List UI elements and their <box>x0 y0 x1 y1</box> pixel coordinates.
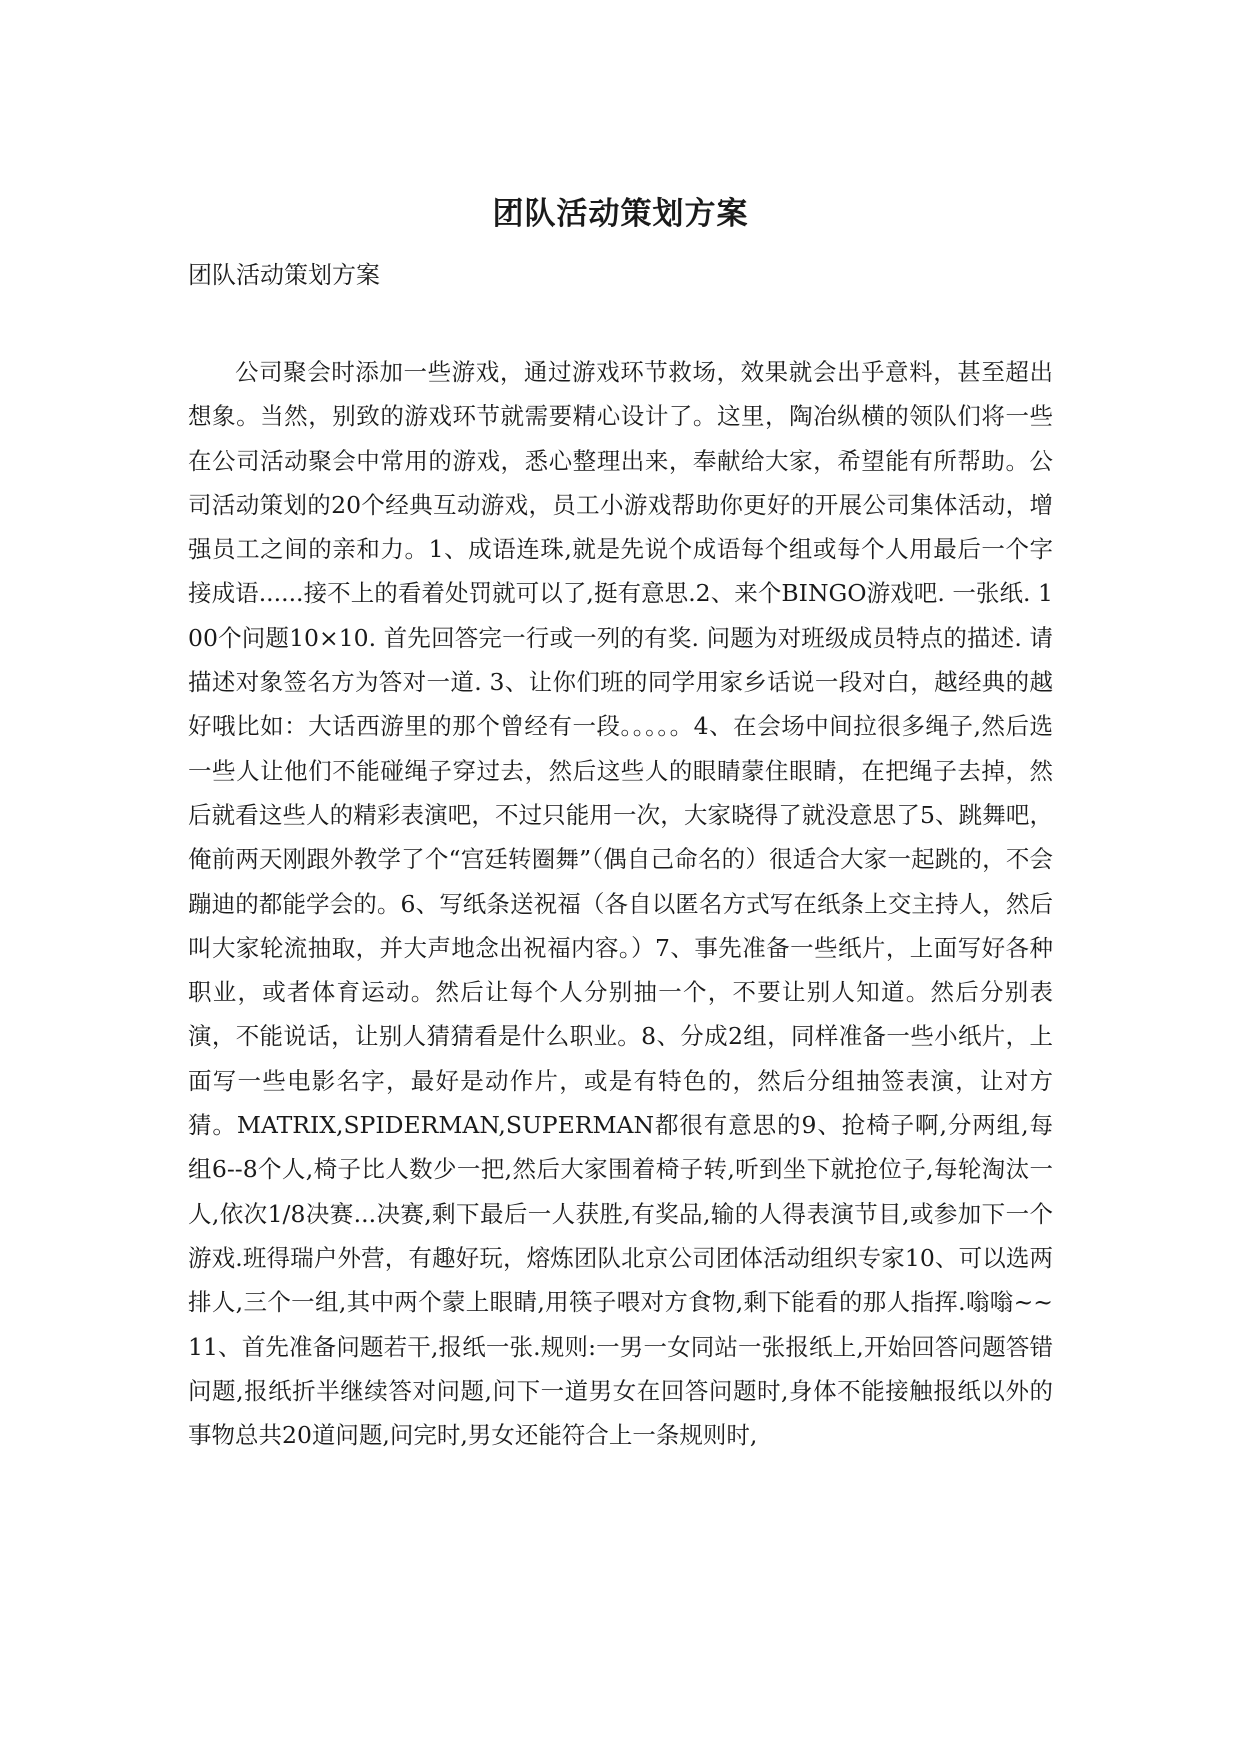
document-subtitle: 团队活动策划方案 <box>188 261 380 289</box>
document-title: 团队活动策划方案 <box>492 196 749 232</box>
body-paragraph: 公司聚会时添加一些游戏，通过游戏环节救场，效果就会出乎意料，甚至超出想象。当然，别致的游戏环节就需要精心设计了。这里，陶冶纵横的领队们将一些在公司活动聚会中常用的游戏，悉心整理出来，奉献给大家，希望能有所帮助。公司活动策划的20个经典互动游戏，员工小游戏帮助你更好的开展公司集体活动，增强员工之间的亲和力。1、成语连珠,就是先说个成语每个组或每个人用最后一个字接成语......接不上的看着处罚就可以了,挺有意思.2、来个BINGO游戏吧. 一张纸. 100个问题10×10. 首先回答完一行或一列的有奖. 问题为对班级成员特点的描述. 请描述对象签名方为答对一道. 3、让你们班的同学用家乡话说一段对白，越经典的越好哦比如：大话西游里的那个曾经有一段。。。。。4、在会场中间拉很多绳子,然后选一些人让他们不能碰绳子穿过去，然后这些人的眼睛蒙住眼睛，在把绳子去掉，然后就看这些人的精彩表演吧，不过只能用一次，大家晓得了就没意思了5、跳舞吧，俺前两天刚跟外教学了个“宫廷转圈舞”（偶自己命名的）很适合大家一起跳的，不会蹦迪的都能学会的。6、写纸条送祝福（各自以匿名方式写在纸条上交主持人，然后叫大家轮流抽取，并大声地念出祝福内容。）7、事先准备一些纸片，上面写好各种职业，或者体育运动。然后让每个人分别抽一个，不要让别人知道。然后分别表演，不能说话，让别人猜猜看是什么职业。8、分成2组，同样准备一些小纸片，上面写一些电影名字，最好是动作片，或是有特色的，然后分组抽签表演，让对方猜。MATRIX,SPIDERMAN,SUPERMAN都很有意思的9、抢椅子啊,分两组,每组6--8个人,椅子比人数少一把,然后大家围着椅子转,听到坐下就抢位子,每轮淘汰一人,依次1/8决赛...决赛,剩下最后一人获胜,有奖品,输的人得表演节目,或参加下一个游戏.班得瑞户外营，有趣好玩，熔炼团队北京公司团体活动组织专家10、可以选两排人,三个一组,其中两个蒙上眼睛,用筷子喂对方食物,剩下能看的那人指挥.嗡嗡~~11、首先准备问题若干,报纸一张.规则:一男一女同站一张报纸上,开始回答问题答错问题,报纸折半继续答对问题,问下一道男女在回答问题时,身体不能接触报纸以外的事物总共20道问题,问完时,男女还能符合上一条规则时, <box>188 358 1053 1450</box>
